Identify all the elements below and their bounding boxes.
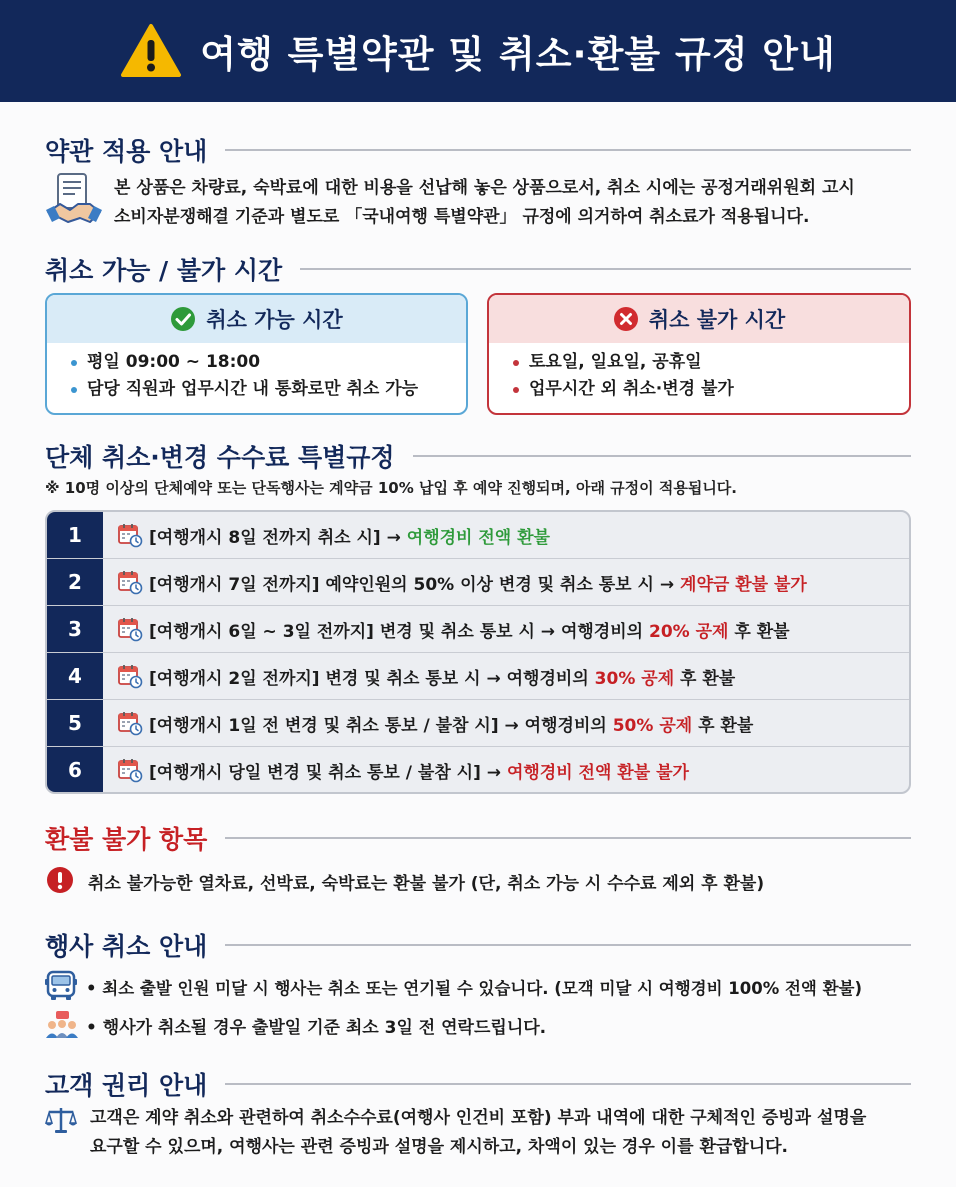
cancel-allowed-item: 평일 09:00 ~ 18:00 (71, 349, 466, 376)
row-text-post: 후 환불 (728, 621, 790, 642)
row-text-pre: [여행개시 2일 전까지] 변경 및 취소 통보 시 → 여행경비의 (149, 668, 595, 689)
row-text-pre: [여행개시 7일 전까지] 예약인원의 50% 이상 변경 및 취소 통보 시 → (149, 574, 681, 595)
x-circle-icon (613, 306, 639, 332)
table-row (47, 653, 909, 700)
section-title-rights: 고객 권리 안내 (45, 1066, 911, 1102)
section-title-nonrefund: 환불 불가 항목 (45, 820, 911, 856)
row-number: 6 (47, 747, 103, 793)
rights-line-2: 요구할 수 있으며, 여행사는 관련 증빙과 설명을 제시하고, 차액이 있는 경우 이를 환급합니다. (90, 1137, 789, 1157)
row-highlight: 20% 공제 (649, 621, 729, 642)
section-title-terms: 약관 적용 안내 (45, 132, 911, 168)
rights-line-1: 고객은 계약 취소와 관련하여 취소수수료(여행사 인건비 포함) 부과 내역에 대한 구체적인 증빙과 설명을 (90, 1108, 867, 1128)
cancel-denied-item: 토요일, 일요일, 공휴일 (513, 349, 909, 376)
calendar-clock-icon (117, 663, 143, 689)
table-row (47, 559, 909, 606)
row-text (149, 617, 790, 642)
cancel-allowed-box (45, 293, 468, 415)
scales-icon (44, 1105, 78, 1135)
row-highlight: 50% 공제 (612, 715, 693, 736)
table-row (47, 512, 909, 559)
section-title-group-rules: 단체 취소·변경 수수료 특별규정 (45, 438, 911, 474)
row-text (149, 758, 689, 783)
cancel-allowed-item: 담당 직원과 업무시간 내 통화로만 취소 가능 (71, 376, 466, 403)
row-highlight: 계약금 환불 불가 (680, 574, 807, 595)
row-number: 1 (47, 512, 103, 558)
row-text (149, 711, 753, 736)
row-text-pre: [여행개시 8일 전까지 취소 시] → (149, 527, 407, 548)
row-text-pre: [여행개시 6일 ~ 3일 전까지] 변경 및 취소 통보 시 → 여행경비의 (149, 621, 649, 642)
row-text (149, 523, 550, 548)
alert-circle-icon (46, 866, 74, 894)
table-row (47, 606, 909, 653)
row-number: 5 (47, 700, 103, 746)
row-text (149, 570, 807, 595)
group-rules-note: ※ 10명 이상의 단체예약 또는 단독행사는 계약금 10% 납입 후 예약 진행되며, 아래 규정이 적용됩니다. (45, 479, 738, 497)
cancel-denied-title: 취소 불가 시간 (648, 308, 786, 332)
calendar-clock-icon (117, 710, 143, 736)
people-group-icon (44, 1010, 80, 1040)
row-text-post: 후 환불 (674, 668, 736, 689)
check-circle-icon (170, 306, 196, 332)
calendar-clock-icon (117, 616, 143, 642)
event-cancel-line-1: • 최소 출발 인원 미달 시 행사는 취소 또는 연기될 수 있습니다. (모객 미달 시 여행경비 100% 전액 환불) (86, 979, 863, 998)
rights-text (90, 1104, 866, 1162)
row-highlight: 여행경비 전액 환불 (406, 527, 550, 548)
row-text (149, 664, 735, 689)
section-title-cancel-time: 취소 가능 / 불가 시간 (45, 251, 911, 287)
row-highlight: 30% 공제 (594, 668, 675, 689)
handshake-document-icon (44, 172, 104, 228)
section-title-event-cancel: 행사 취소 안내 (45, 927, 911, 963)
table-row (47, 747, 909, 793)
row-text-pre: [여행개시 당일 변경 및 취소 통보 / 불참 시] → (149, 762, 507, 783)
bus-icon (44, 970, 78, 1002)
row-text-pre: [여행개시 1일 전 변경 및 취소 통보 / 불참 시] → 여행경비의 (149, 715, 613, 736)
event-cancel-line-2: • 행사가 취소될 경우 출발일 기준 최소 3일 전 연락드립니다. (86, 1018, 547, 1038)
warning-icon (120, 23, 182, 79)
calendar-clock-icon (117, 569, 143, 595)
nonrefund-text: 취소 불가능한 열차료, 선박료, 숙박료는 환불 불가 (단, 취소 가능 시 수수료 제외 후 환불) (88, 874, 765, 894)
calendar-clock-icon (117, 757, 143, 783)
cancel-denied-box (487, 293, 911, 415)
cancel-denied-item: 업무시간 외 취소·변경 불가 (513, 376, 909, 403)
row-text-post: 후 환불 (692, 715, 754, 736)
row-number: 2 (47, 559, 103, 605)
page-header (0, 0, 956, 102)
terms-line-2: 소비자분쟁해결 기준과 별도로 「국내여행 특별약관」 규정에 의거하여 취소료가 적용됩니다. (114, 207, 810, 227)
terms-text (114, 174, 855, 232)
calendar-clock-icon (117, 522, 143, 548)
cancel-allowed-title: 취소 가능 시간 (206, 308, 343, 332)
group-rules-table (45, 510, 911, 794)
row-number: 4 (47, 653, 103, 699)
table-row (47, 700, 909, 747)
row-number: 3 (47, 606, 103, 652)
row-highlight: 여행경비 전액 환불 불가 (506, 762, 689, 783)
page-title: 여행 특별약관 및 취소·환불 규정 안내 (200, 33, 836, 76)
terms-line-1: 본 상품은 차량료, 숙박료에 대한 비용을 선납해 놓은 상품으로서, 취소 시에는 공정거래위원회 고시 (114, 178, 855, 198)
